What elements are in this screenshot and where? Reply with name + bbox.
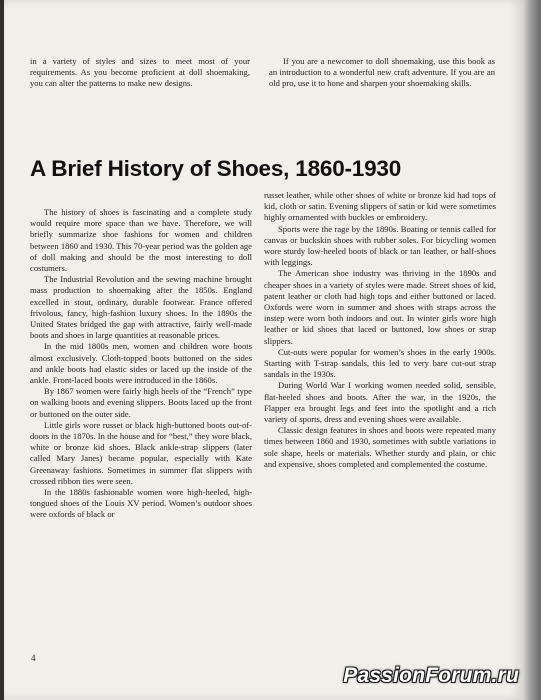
paragraph: in a variety of styles and sizes to meet most of your requirements. As you become proficient at doll shoemaking, you can alter the patterns to make new designs.	[30, 56, 250, 89]
paragraph: Little girls wore russet or black high-buttoned boots out-of-doors in the 1870s. In the house and for “best,” they wore black, white or bronze kid shoes. Black ankle-strap slippers (later called Mary Janes) became popular, especially with Kate Greenaway fashions. Sometimes in summer flat slippers with crossed ribbon ties were seen.	[30, 419, 252, 486]
article-column-right	[264, 190, 496, 470]
page-number: 4	[31, 653, 36, 663]
paragraph: Sports were the rage by the 1890s. Boating or tennis called for canvas or buckskin shoes with rubber soles. For bicycling women wore sturdy low-heeled boots of black or tan leather, or half-shoes with leggings.	[264, 223, 496, 268]
paragraph: The American shoe industry was thriving in the 1890s and cheaper shoes in a variety of styles were made. Street shoes of kid, patent leather or cloth had high tops and either buttoned or laced. Oxfords were worn in summer and shoes with straps across the instep were worn both indoors and out. In winter girls wore high leather or kid shoes that laced or buttoned, low shoes or strap slippers.	[264, 268, 496, 346]
paragraph: The Industrial Revolution and the sewing machine brought mass production to shoemaking after the 1850s. England excelled in stout, ordinary, durable footwear. France offered frivolous, fancy, high-fashion luxury shoes. In the 1890s the United States bridged the gap with attractive, fairly well-made boots and shoes in large quantities at reasonable prices.	[30, 274, 252, 341]
watermark: PassionForum.ru	[343, 664, 519, 687]
paragraph: In the 1880s fashionable women wore high-heeled, high-tongued shoes of the Louis XV period. Women’s outdoor shoes were oxfords of black or	[30, 487, 252, 520]
paragraph: Cut-outs were popular for women’s shoes in the early 1900s. Starting with T-strap sandals, this led to very bare cut-out strap sandals in the 1930s.	[264, 346, 496, 380]
section-title: A Brief History of Shoes, 1860-1930	[30, 156, 402, 181]
intro-column-right	[269, 56, 495, 90]
paragraph: If you are a newcomer to doll shoemaking, use this book as an introduction to a wonderful new craft adventure. If you are an old pro, use it to hone and sharpen your shoemaking skills.	[269, 56, 495, 89]
article-column-left	[30, 207, 252, 521]
intro-column-left	[30, 56, 250, 90]
paragraph: In the mid 1800s men, women and children wore boots almost exclusively. Cloth-topped boots buttoned on the sides and ankle boots had elastic sides or laced up the inside of the ankle. Front-laced boots were introduced in the 1860s.	[30, 341, 252, 386]
paragraph: By 1867 women were fairly high heels of the “French” type on walking boots and evening slippers. Boots laced up the front or buttoned on the outer side.	[30, 386, 252, 419]
paragraph: russet leather, while other shoes of white or bronze kid had tops of kid, cloth or satin. Evening slippers of satin or kid were sometimes highly ornamented with buckles or embroidery.	[264, 190, 496, 223]
paragraph: Classic design features in shoes and boots were repeated many times between 1860 and 1930, sometimes with subtle variations in sole shape, heels or materials. Whether sturdy and plain, or chic and expensive, shoes completed and complemented the costume.	[264, 425, 496, 469]
paragraph: The history of shoes is fascinating and a complete study would require more space than we have. Therefore, we will briefly summarize shoe fashions for women and children between 1860 and 1930. This 70-year period was the golden age of doll making and should be the most interesting to doll costumers.	[30, 207, 252, 274]
page-edge	[524, 0, 541, 700]
paragraph: During World War I working women needed solid, sensible, flat-heeled shoes and boots. After the war, in the 1920s, the Flapper era brought legs and feet into the spotlight and a rich variety of sports, dress and evening shoes were available.	[264, 380, 496, 425]
